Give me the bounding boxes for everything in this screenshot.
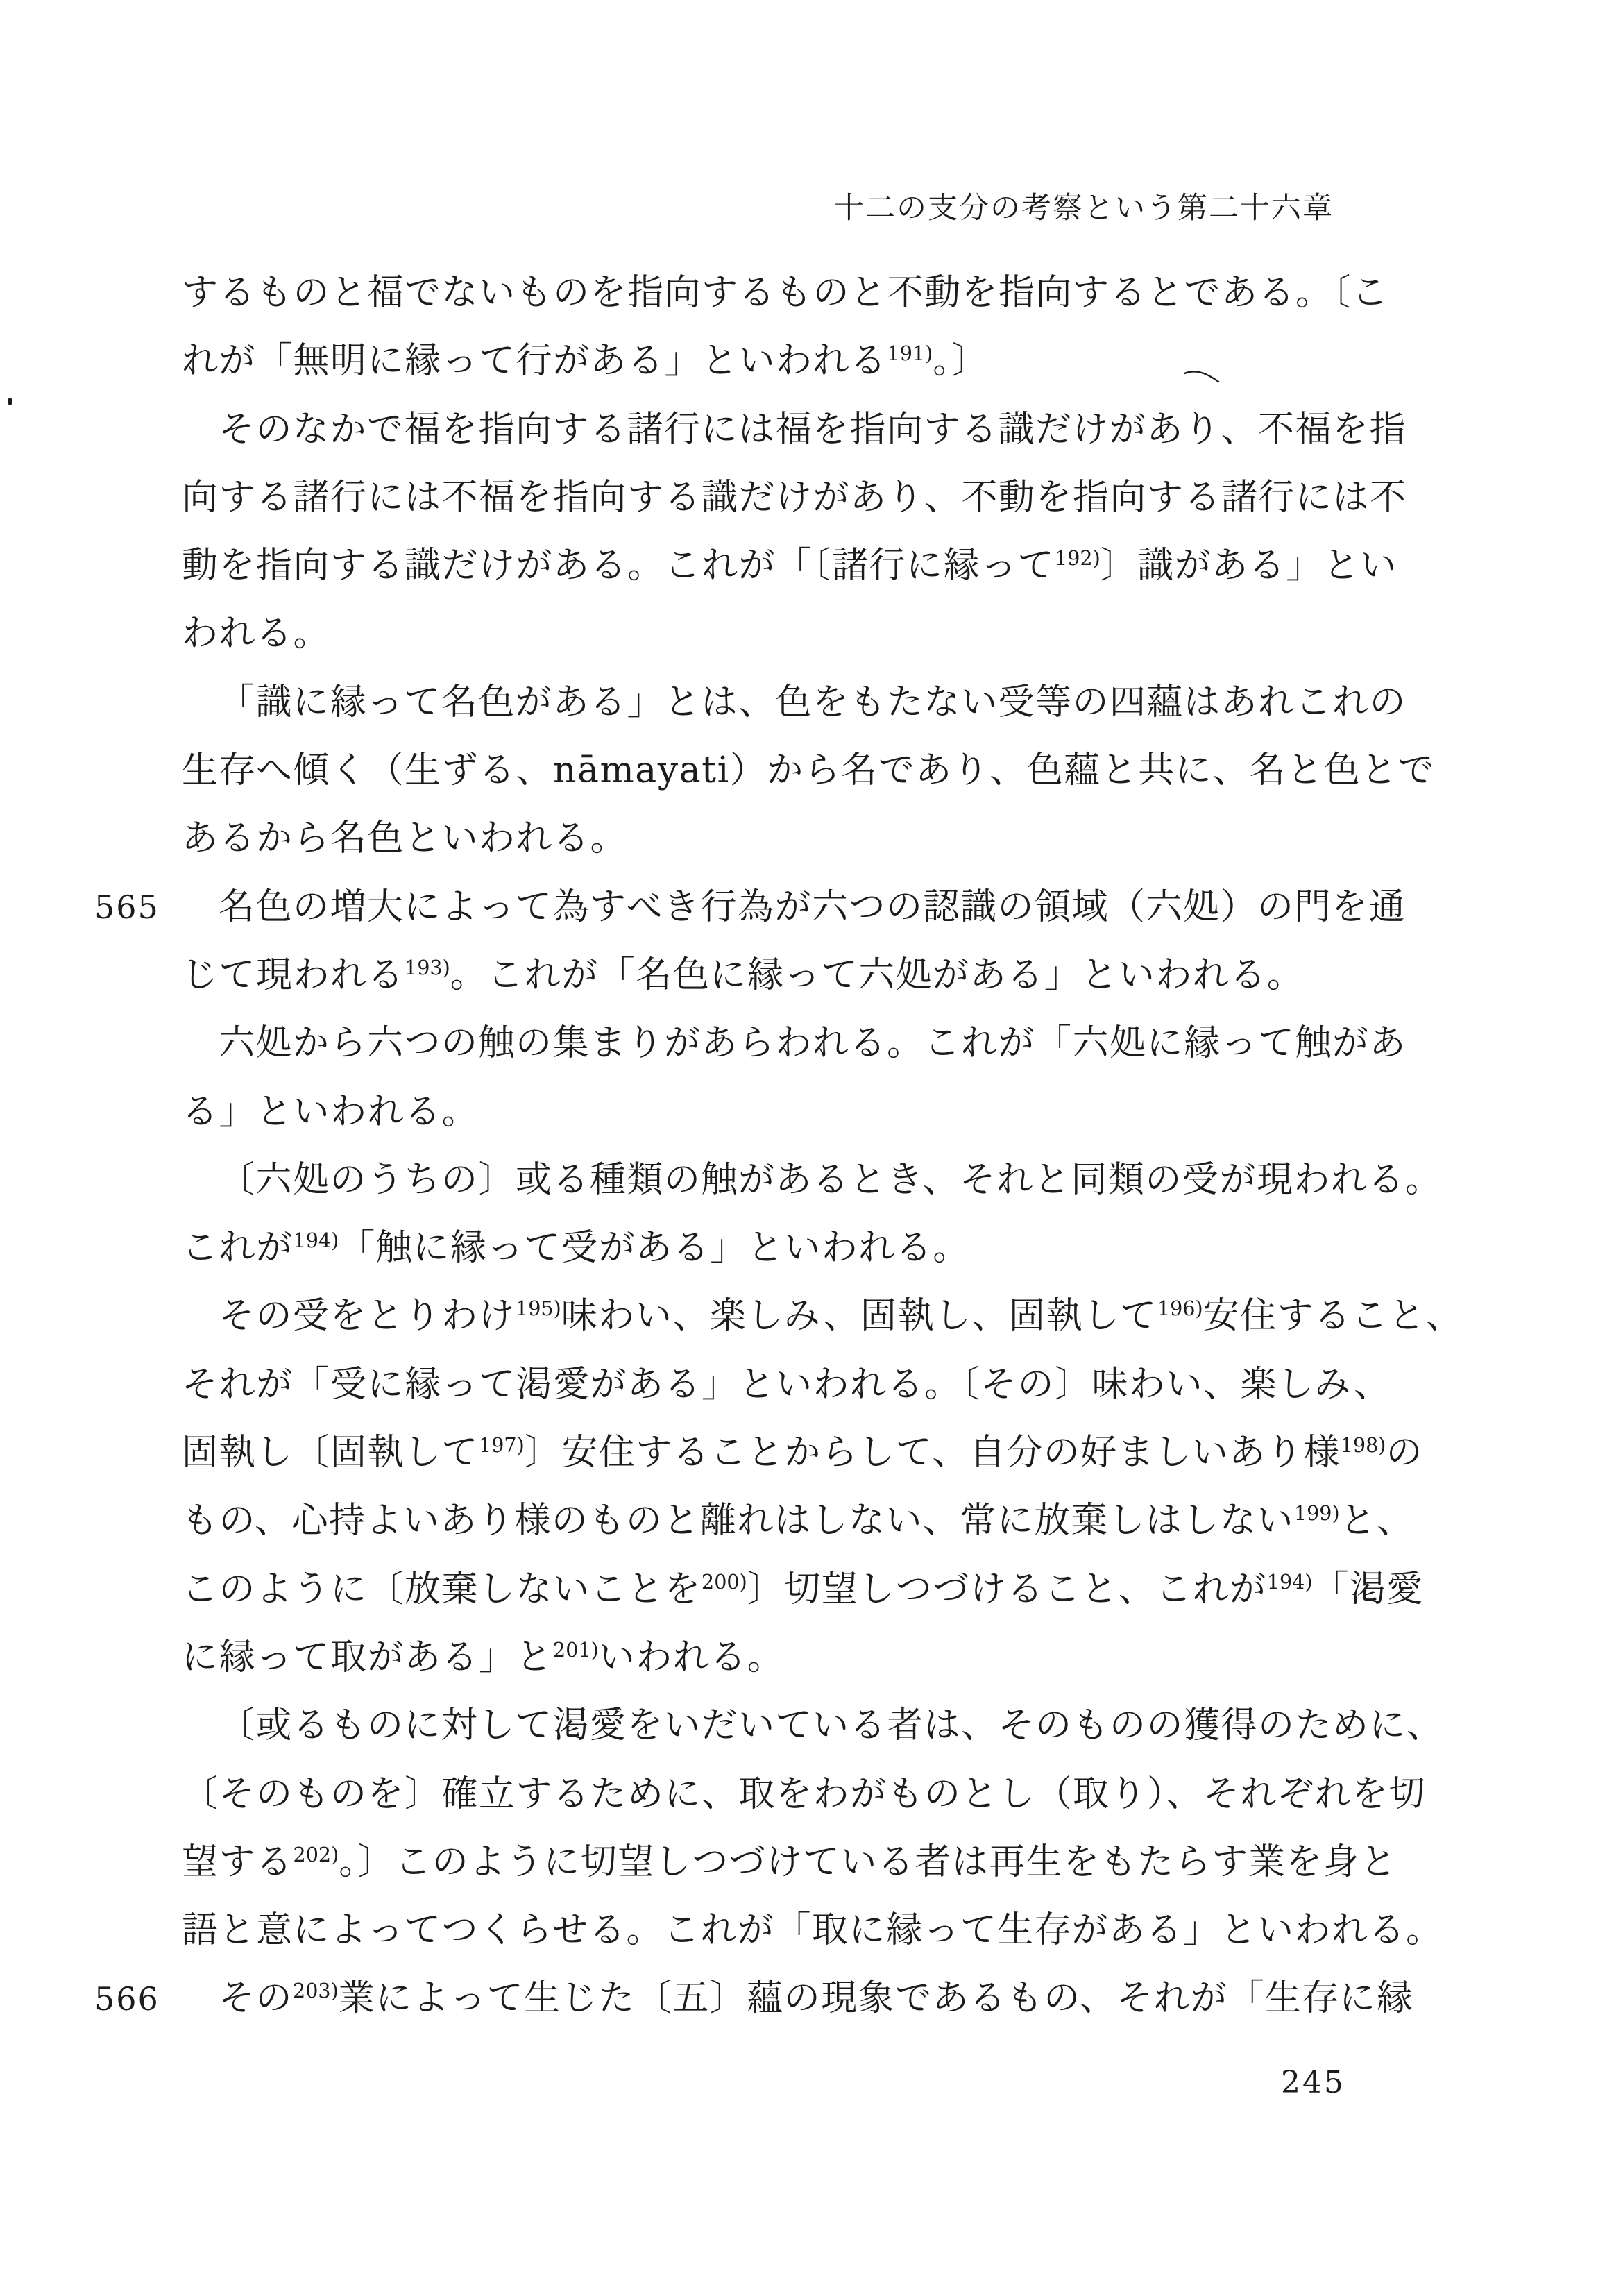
- margin-number: 566: [94, 1980, 160, 2018]
- footnote-ref: 201): [553, 1637, 599, 1662]
- footnote-ref: 196): [1157, 1297, 1203, 1321]
- footnote-ref: 202): [293, 1842, 339, 1866]
- text-line: このように〔放棄しないことを$^{200)}$〕切望しつづけること、これが$^{194)}$「渇愛: [182, 1568, 1425, 1610]
- text-line: 生存へ傾く（生ずる、nāmayati）から名であり、色蘊と共に、名と色とで: [182, 750, 1436, 792]
- page-number: 245: [1281, 2065, 1345, 2100]
- body-text: [182, 259, 1463, 2033]
- text-line: に縁って取がある」と$^{201)}$いわれる。: [182, 1636, 785, 1678]
- text-line: われる。: [182, 613, 331, 655]
- text-line: 固執し〔固執して$^{197)}$〕安住することからして、自分の好ましいあり様$^{198)}$の: [182, 1432, 1423, 1474]
- footnote-ref: 203): [293, 1979, 339, 2003]
- footnote-ref: 200): [702, 1569, 747, 1594]
- text-line: 望する$^{202)}$。〕このように切望しつづけている者は再生をもたらす業を身と: [182, 1841, 1397, 1883]
- footnote-ref: 193): [405, 955, 450, 979]
- text-line: れが「無明に縁って行がある」といわれる$^{191)}$。〕: [182, 340, 989, 382]
- text-line: 名色の増大によって為すべき行為が六つの認識の領域（六処）の門を通: [219, 886, 1406, 928]
- text-line: る」といわれる。: [182, 1090, 479, 1133]
- footnote-ref: 192): [1055, 546, 1101, 571]
- text-line: その受をとりわけ$^{195)}$味わい、楽しみ、固執し、固執して$^{196)}$安住すること、: [219, 1295, 1463, 1337]
- text-line: その$^{203)}$業によって生じた〔五〕蘊の現象であるもの、それが「生存に縁: [219, 1977, 1414, 2020]
- text-line: 動を指向する識だけがある。これが「〔諸行に縁って$^{192)}$〕識がある」とい: [182, 545, 1397, 587]
- text-line: これが$^{194)}$「触に縁って受がある」といわれる。: [182, 1227, 970, 1269]
- text-line: じて現われる$^{193)}$。これが「名色に縁って六処がある」といわれる。: [182, 954, 1305, 996]
- footnote-ref: 195): [516, 1297, 561, 1321]
- footnote-ref: 194): [1266, 1569, 1313, 1594]
- scan-speck-mark: [8, 398, 12, 405]
- footnote-ref: 198): [1340, 1433, 1386, 1458]
- footnote-ref: 191): [887, 341, 933, 366]
- footnote-ref: 197): [479, 1433, 525, 1458]
- text-line: するものと福でないものを指向するものと不動を指向するとである。〔こ: [182, 272, 1389, 314]
- footnote-ref: 199): [1293, 1501, 1340, 1526]
- running-header: 十二の支分の考察という第二十六章: [834, 191, 1334, 226]
- text-line: 〔或るものに対して渇愛をいだいている者は、そのものの獲得のために、: [219, 1705, 1444, 1747]
- text-line: 「識に縁って名色がある」とは、色をもたない受等の四蘊はあれこれの: [219, 681, 1407, 723]
- margin-number: 565: [94, 888, 160, 926]
- text-line: そのなかで福を指向する諸行には福を指向する識だけがあり、不福を指: [219, 408, 1407, 450]
- text-line: それが「受に縁って渇愛がある」といわれる。〔その〕味わい、楽しみ、: [182, 1363, 1391, 1406]
- text-line: 〔そのものを〕確立するために、取をわがものとし（取り）、それぞれを切: [182, 1773, 1427, 1815]
- text-line: 六処から六つの触の集まりがあらわれる。これが「六処に縁って触があ: [219, 1022, 1407, 1065]
- text-line: 〔六処のうちの〕或る種類の触があるとき、それと同類の受が現われる。: [219, 1158, 1443, 1201]
- text-line: 向する諸行には不福を指向する識だけがあり、不動を指向する諸行には不: [182, 476, 1407, 518]
- footnote-ref: 194): [293, 1229, 339, 1253]
- text-line: もの、心持よいあり様のものと離れはしない、常に放棄しはしない$^{199)}$と、: [182, 1500, 1414, 1542]
- text-line: 語と意によってつくらせる。これが「取に縁って生存がある」といわれる。: [182, 1909, 1443, 1952]
- text-line: あるから名色といわれる。: [182, 818, 628, 860]
